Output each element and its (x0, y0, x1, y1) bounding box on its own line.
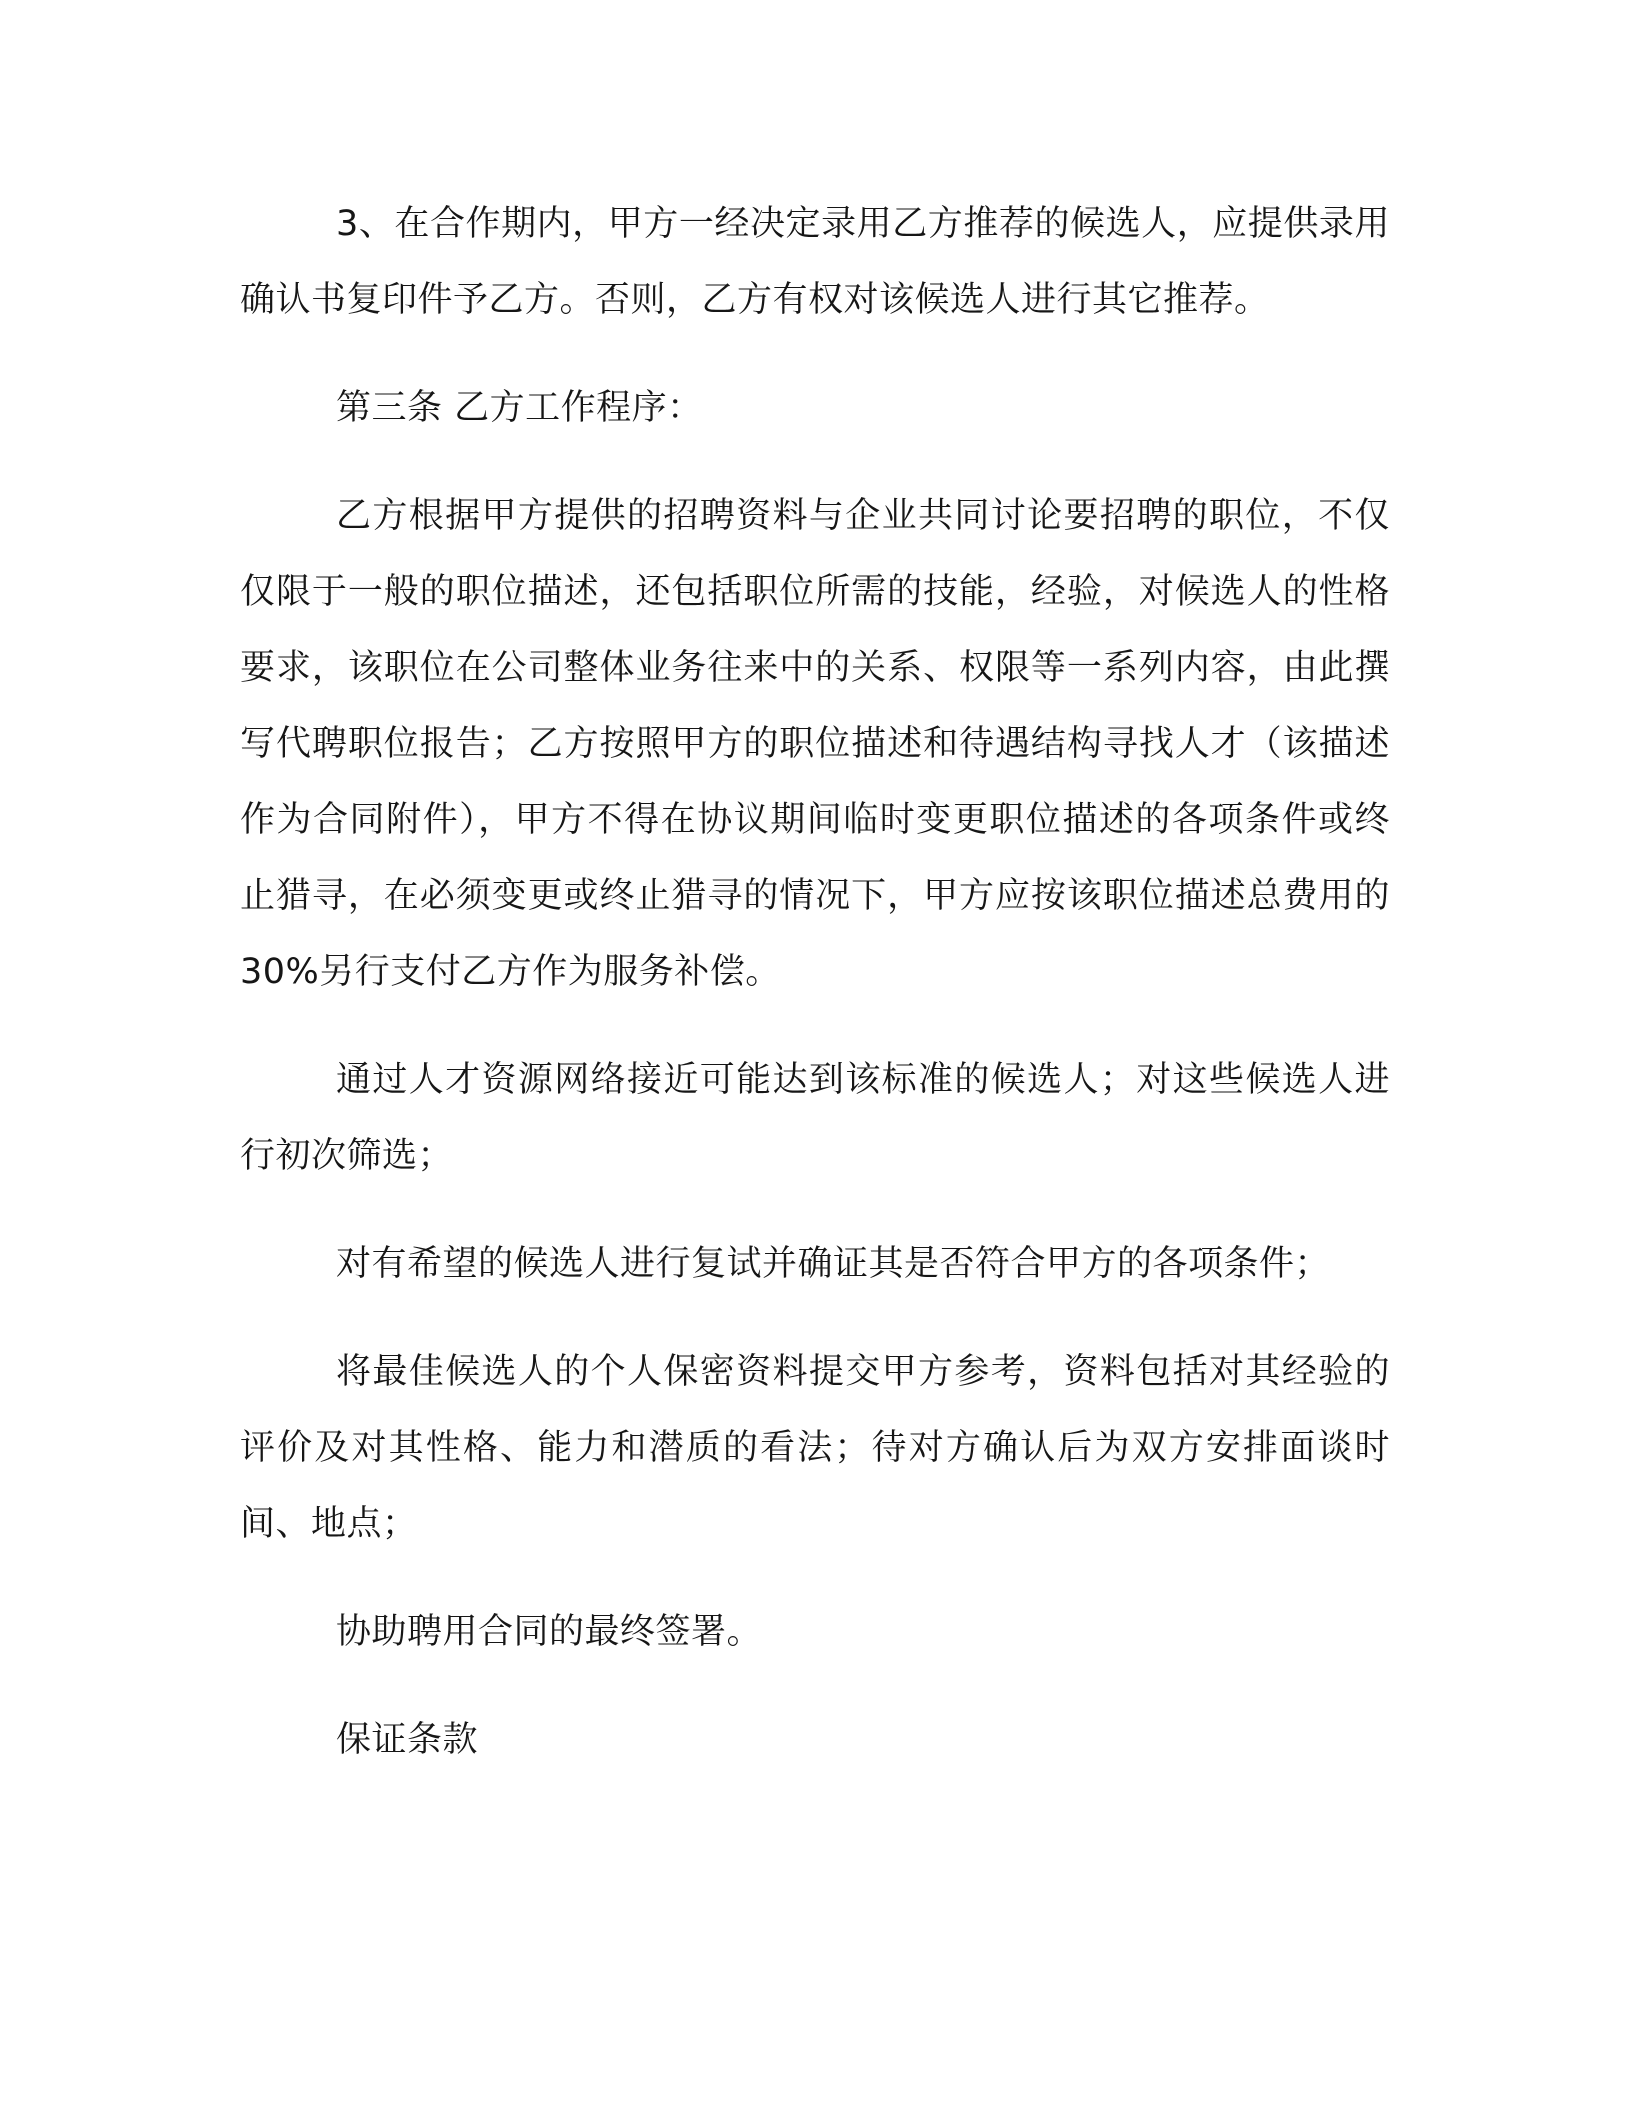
paragraph-job-description: 乙方根据甲方提供的招聘资料与企业共同讨论要招聘的职位，不仅仅限于一般的职位描述，还包括职位所需的技能，经验，对候选人的性格要求，该职位在公司整体业务往来中的关系、权限等一系列内容，由此撰写代聘职位报告；乙方按照甲方的职位描述和待遇结构寻找人才（该描述作为合同附件），甲方不得在协议期间临时变更职位描述的各项条件或终止猎寻，在必须变更或终止猎寻的情况下，甲方应按该职位描述总费用的 30%另行支付乙方作为服务补偿。 (240, 496, 1390, 992)
paragraph-initial-screening: 通过人才资源网络接近可能达到该标准的候选人；对这些候选人进行初次筛选； (240, 1060, 1390, 1176)
article-three-heading: 第三条 乙方工作程序： (336, 388, 703, 428)
paragraph-candidate-profile: 将最佳候选人的个人保密资料提交甲方参考，资料包括对其经验的评价及对其性格、能力和潜质的看法；待对方确认后为双方安排面谈时间、地点； (240, 1352, 1390, 1544)
paragraph-second-interview: 对有希望的候选人进行复试并确证其是否符合甲方的各项条件； (336, 1244, 1331, 1284)
guarantee-clause-heading: 保证条款 (336, 1720, 479, 1760)
paragraph-clause-3: 3、在合作期内，甲方一经决定录用乙方推荐的候选人，应提供录用确认书复印件予乙方。否则，乙方有权对该候选人进行其它推荐。 (240, 204, 1390, 320)
paragraph-contract-signing: 协助聘用合同的最终签署。 (336, 1612, 763, 1652)
document-body (240, 186, 1390, 1810)
